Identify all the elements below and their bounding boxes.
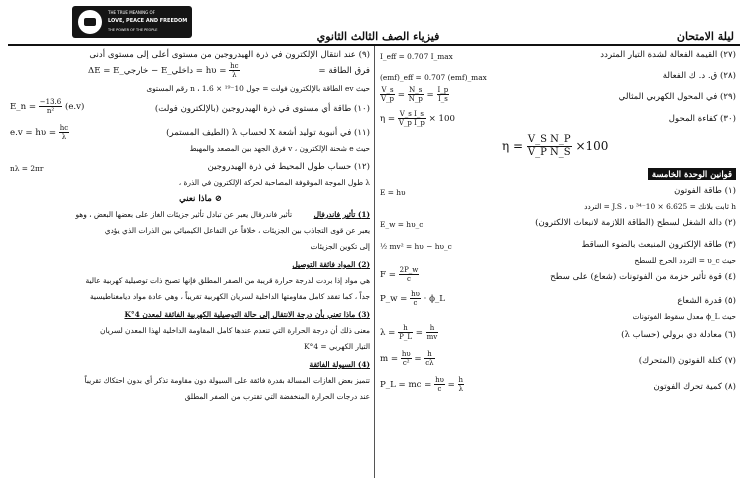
item-9-label: (٩) عند انتقال الإلكترون في ذرة الهيدروجين من مستوى أعلى إلى مستوى أدنى: [89, 50, 370, 60]
item-11-equation: e.v = hυ = $\frac{hc}{\lambda}$: [10, 124, 69, 141]
law-6-label: (٦) معادلة دي برولي (حساب λ): [621, 330, 736, 340]
item-29-equation: $\frac{V\_s}{V\_p}$ = $\frac{N\_s}{N\_p}$ = $\frac{I\_p}{I\_s}$: [381, 86, 449, 103]
mask-icon: [78, 10, 102, 34]
item-12-equation: nλ = 2πr: [10, 164, 44, 173]
item-29-label: (٢٩) في المحول الكهربي المثالي: [618, 92, 736, 102]
item-30-equation-small: η = $\frac{\text{V\_s I\_s}}{\text{V\_p I\_p}}$ × 100: [380, 110, 455, 127]
law-3-equation: ½ mv² = hυ − hυ_c: [380, 242, 452, 251]
law-5-label: (٥) قدرة الشعاع: [677, 296, 736, 306]
item-28-equation: (emf)_eff = 0.707 (emf)_max: [380, 73, 487, 82]
law-1-label: (١) طاقة الفوتون: [674, 186, 736, 196]
subject-title: فيزياء الصف الثالث الثانوي: [316, 30, 440, 43]
law-8-equation: P_L = mc = $\frac{h\upsilon}{c}$ = $\frac{h}{\lambda}$: [380, 376, 464, 393]
q1-text-3: إلى تكوين الجزيئات: [310, 242, 370, 251]
law-1-note: h ثابت بلانك = 6.625 × 10⁻³⁴ J.S ، υ = التردد: [584, 202, 736, 211]
law-3-note: حيث υ_c = التردد الحرج للسطح: [634, 256, 736, 265]
law-7-equation: m = $\frac{h\upsilon}{\text{c²}}$ = $\frac{h}{c\lambda}$: [380, 350, 434, 367]
q2-title: (2) المواد فائقة التوصيل: [292, 260, 370, 269]
item-10-equation: E_n = $\frac{-13.6}{\text{n²}}$ (e.v): [10, 98, 85, 115]
logo-line-2: LOVE, PEACE AND FREEDOM: [108, 18, 188, 24]
law-1-equation: E = hυ: [380, 188, 406, 197]
item-27-label: (٢٧) القيمة الفعالة لشدة التيار المتردد: [600, 50, 736, 60]
law-4-equation: F = $\frac{2P\_w}{c}$: [380, 266, 419, 283]
item-11-label: (١١) في أنبوبة توليد أشعة X لحساب λ (الطيف المستمر): [166, 128, 370, 138]
page: [8, 4, 740, 484]
q2-text-1: هي مواد إذا بردت لدرجة حرارة قريبة من الصفر المطلق فإنها تصبح ذات توصيلية كهربية عالية: [85, 276, 370, 285]
q3-text-2: التيار الكهربي = 4°K: [304, 342, 370, 351]
q1-text-2: يعبر عن قوى التجاذب بين الجزيئات ، خلافاً عن التفاعل الكيميائي بين الذرات الذي يؤدي: [104, 226, 370, 235]
law-5-equation: P_w = $\frac{h\upsilon}{c}$ · ϕ_L: [380, 290, 445, 307]
law-7-label: (٧) كتلة الفوتون (المتحرك): [638, 356, 736, 366]
item-11-note: حيث e شحنة الإلكترون ، v فرق الجهد بين المصعد والمهبط: [189, 144, 370, 153]
law-3-label: (٣) طاقة الإلكترون المنبعث بالضوء الساقط: [581, 240, 736, 250]
q1-text-1: تأثير فاندرفال يعبر عن تبادل تأثير جزيئات الغاز على بعضها البعض ، وهو: [75, 210, 292, 219]
q3-title: (3) ماذا تعني بأن درجة الانتقال إلى حالة التوصيلية الكهربية الفائقة لمعدن 4°K: [124, 310, 370, 319]
left-column: [8, 50, 372, 478]
logo-line-1: THE TRUE MEANING OF: [108, 10, 155, 15]
law-2-equation: E_w = hυ_c: [380, 220, 424, 229]
item-27-equation: I_eff = 0.707 I_max: [380, 52, 453, 61]
column-divider: [374, 46, 375, 478]
q2-text-2: جداً ، كما تفقد كامل مقاومتها الداخلية لسريان الكهربية تقريباً ، وهي عادة مواد ديامغناطيسية: [89, 292, 370, 301]
law-6-equation: λ = $\frac{h}{P\_L}$ = $\frac{h}{mv}$: [380, 324, 438, 341]
law-5-note: حيث ϕ_L معدل سقوط الفوتونات: [632, 312, 736, 321]
q4-text-2: عند درجات الحرارة المنخفضة التي تقترب من الصفر المطلق: [184, 392, 370, 401]
right-column: [378, 50, 740, 478]
item-12-label: (١٢) حساب طول المحيط في ذرة الهيدروجين: [207, 162, 370, 172]
item-12-note: λ طول الموجة الموقوفة المصاحبة لحركة الإلكترون في الذرة ،: [178, 178, 370, 187]
q3-text-1: معنى ذلك أن درجة الحرارة التي تنعدم عندها كامل المقاومة الداخلية لهذا المعدن لسريان: [100, 326, 370, 335]
law-4-label: (٤) قوة تأثير حزمة من الفوتونات (شعاع) على سطح: [550, 272, 736, 282]
item-30-equation-large: η = $\frac{\text{V\_S N\_P}}{\text{V\_P N\_S}}$ ×100: [502, 134, 609, 158]
item-10-label: (١٠) طاقة أي مستوى في ذرة الهيدروجين (بالإلكترون فولت): [154, 104, 370, 114]
law-2-label: (٢) دالة الشغل لسطح (الطاقة اللازمة لانبعاث الالكترون): [535, 218, 736, 228]
item-30-label: (٣٠) كفاءة المحول: [668, 114, 736, 124]
section-banner: قوانين الوحدة الخامسة: [648, 168, 736, 180]
what-do-we-mean-heading: ⊘ ماذا نعني: [179, 194, 222, 204]
item-9-energy-label: فرق الطاقة =: [318, 66, 370, 76]
logo: [72, 6, 192, 38]
q1-title: (1) تأثير فاندرفال: [313, 210, 370, 219]
item-9-equation: ΔE = E_خارجي − E_داخلي = hυ = $\frac{hc}{\lambda}$: [88, 62, 239, 79]
q4-text-1: تتميز بعض الغازات المسالة بقدرة فائقة على السيولة دون مقاومة تذكر أي بدون احتكاك تقريباً: [84, 376, 370, 385]
night-title: ليلة الامتحان: [676, 30, 734, 43]
logo-line-3: THE POWER OF THE PEOPLE: [108, 28, 158, 32]
law-8-label: (٨) كمية تحرك الفوتون: [653, 382, 736, 392]
item-9-note: حيث ev الطاقة بالإلكترون فولت = جول 10⁻¹⁹ × 1.6 ، n رقم المستوى: [146, 84, 370, 93]
q4-title: (4) السيولة الفائقة: [309, 360, 370, 369]
page-header: [8, 4, 740, 44]
item-28-label: (٢٨) ق. د. ك الفعالة: [662, 71, 736, 81]
